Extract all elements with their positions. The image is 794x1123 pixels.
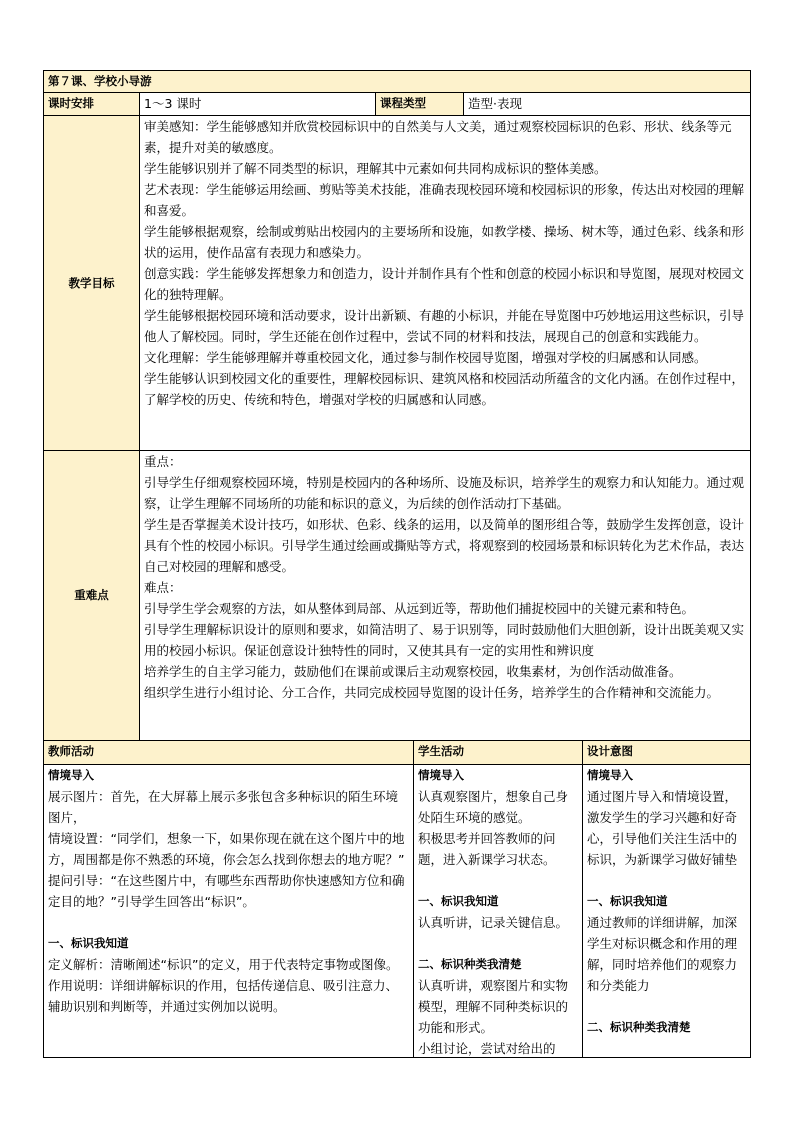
design-heading-section1: 一、标识我知道 (587, 894, 668, 908)
teacher-activity-content (44, 765, 414, 1058)
student-paragraph: 认真听讲，观察图片和实物模型，理解不同种类标识的功能和形式。 (418, 978, 569, 1035)
keypoint-paragraph: 重点： (144, 454, 182, 469)
keypoint-paragraph: 引导学生理解标识设计的原则和要求，如简洁明了、易于识别等，同时鼓励他们大胆创新，设计出既美观又实用的校园小标识。保证创意设计独特性的同时，又使其具有一定的实用性和辨识度 (144, 622, 745, 658)
student-paragraph: 积极思考并回答教师的问题，进入新课学习状态。 (418, 831, 556, 867)
keypoint-paragraph: 学生是否掌握美术设计技巧，如形状、色彩、线条的运用，以及简单的图形组合等，鼓励学生发挥创意，设计具有个性的校园小标识。引导学生通过绘画或撕贴等方式，将观察到的校园场景和标识转化为艺术作品，表达自己对校园的理解和感受。 (144, 517, 745, 574)
schedule-value: 1～3 课时 (140, 93, 376, 116)
student-activity-header: 学生活动 (414, 741, 583, 765)
teacher-activity-header: 教师活动 (44, 741, 414, 765)
student-heading-section1: 一、标识我知道 (418, 894, 499, 908)
teacher-paragraph: 作用说明：详细讲解标识的作用，包括传递信息、吸引注意力、辅助识别和判断等，并通过实例加以说明。 (48, 978, 399, 1014)
design-paragraph: 通过教师的详细讲解，加深学生对标识概念和作用的理解，同时培养他们的观察力和分类能力 (587, 915, 738, 993)
student-heading-intro: 情境导入 (418, 768, 464, 782)
activities-table (43, 740, 751, 1058)
objectives-content (140, 116, 751, 451)
student-heading-section2: 二、标识种类我清楚 (418, 957, 522, 971)
design-heading-intro: 情境导入 (587, 768, 633, 782)
course-type-label: 课程类型 (376, 93, 464, 116)
objective-paragraph: 创意实践：学生能够发挥想象力和创造力，设计并制作具有个性和创意的校园小标识和导览图，展现对校园文化的独特理解。 (144, 266, 745, 302)
keypoint-paragraph: 引导学生学会观察的方法，如从整体到局部、从远到近等，帮助他们捕捉校园中的关键元素和特色。 (144, 601, 695, 616)
teacher-paragraph: 情境设置：“同学们，想象一下，如果你现在就在这个图片中的地方，周围都是你不熟悉的环境，你会怎么找到你想去的地方呢？” (48, 831, 405, 867)
teacher-paragraph: 定义解析：清晰阐述“标识”的定义，用于代表特定事物或图像。 (48, 957, 399, 972)
student-paragraph: 小组讨论，尝试对给出的 (418, 1041, 556, 1056)
keypoint-paragraph: 引导学生仔细观察校园环境，特别是校园内的各种场所、设施及标识，培养学生的观察力和认知能力。通过观察，让学生理解不同场所的功能和标识的意义，为后续的创作活动打下基础。 (144, 475, 745, 511)
objective-paragraph: 学生能够认识到校园文化的重要性，理解校园标识、建筑风格和校园活动所蕴含的文化内涵。在创作过程中，了解学校的历史、传统和特色，增强对学校的归属感和认同感。 (144, 371, 745, 407)
course-type-value: 造型·表现 (464, 93, 751, 116)
keypoint-paragraph: 组织学生进行小组讨论、分工合作，共同完成校园导览图的设计任务，培养学生的合作精神和交流能力。 (144, 685, 720, 700)
lesson-title: 第７课、学校小导游 (44, 71, 751, 93)
teacher-heading-section1: 一、标识我知道 (48, 936, 129, 950)
teacher-heading-intro: 情境导入 (48, 768, 94, 782)
objective-paragraph: 学生能够根据校园环境和活动要求，设计出新颖、有趣的小标识，并能在导览图中巧妙地运用这些标识，引导他人了解校园。同时，学生还能在创作过程中，尝试不同的材料和技法，展现自己的创意和实践能力。 (144, 308, 745, 344)
student-paragraph: 认真听讲，记录关键信息。 (418, 915, 569, 930)
objective-paragraph: 艺术表现：学生能够运用绘画、剪贴等美术技能，准确表现校园环境和校园标识的形象，传达出对校园的理解和喜爱。 (144, 182, 745, 218)
design-heading-section2: 二、标识种类我清楚 (587, 1020, 691, 1034)
keypoint-paragraph: 培养学生的自主学习能力，鼓励他们在课前或课后主动观察校园，收集素材，为创作活动做准备。 (144, 664, 682, 679)
objective-paragraph: 文化理解：学生能够理解并尊重校园文化，通过参与制作校园导览图，增强对学校的归属感和认同感。 (144, 350, 707, 365)
objective-paragraph: 学生能够识别并了解不同类型的标识，理解其中元素如何共同构成标识的整体美感。 (144, 161, 607, 176)
teacher-paragraph: 提问引导：“在这些图片中，有哪些东西帮助你快速感知方位和确定目的地？”引导学生回答出“标识”。 (48, 873, 405, 909)
design-intent-header: 设计意图 (583, 741, 751, 765)
keypoints-content (140, 451, 751, 741)
objectives-label: 教学目标 (44, 116, 140, 451)
design-intent-content (583, 765, 751, 1058)
lesson-info-table (43, 70, 751, 741)
objective-paragraph: 审美感知：学生能够感知并欣赏校园标识中的自然美与人文美，通过观察校园标识的色彩、形状、线条等元素，提升对美的敏感度。 (144, 119, 732, 155)
student-paragraph: 认真观察图片，想象自己身处陌生环境的感觉。 (418, 789, 569, 825)
keypoints-label: 重难点 (44, 451, 140, 741)
teacher-paragraph: 展示图片：首先，在大屏幕上展示多张包含多种标识的陌生环境图片， (48, 789, 399, 825)
student-activity-content (414, 765, 583, 1058)
schedule-label: 课时安排 (44, 93, 140, 116)
objective-paragraph: 学生能够根据观察，绘制或剪贴出校园内的主要场所和设施，如教学楼、操场、树木等，通过色彩、线条和形状的运用，使作品富有表现力和感染力。 (144, 224, 745, 260)
keypoint-paragraph: 难点： (144, 580, 182, 595)
design-paragraph: 通过图片导入和情境设置，激发学生的学习兴趣和好奇心，引导他们关注生活中的标识，为新课学习做好铺垫 (587, 789, 738, 867)
